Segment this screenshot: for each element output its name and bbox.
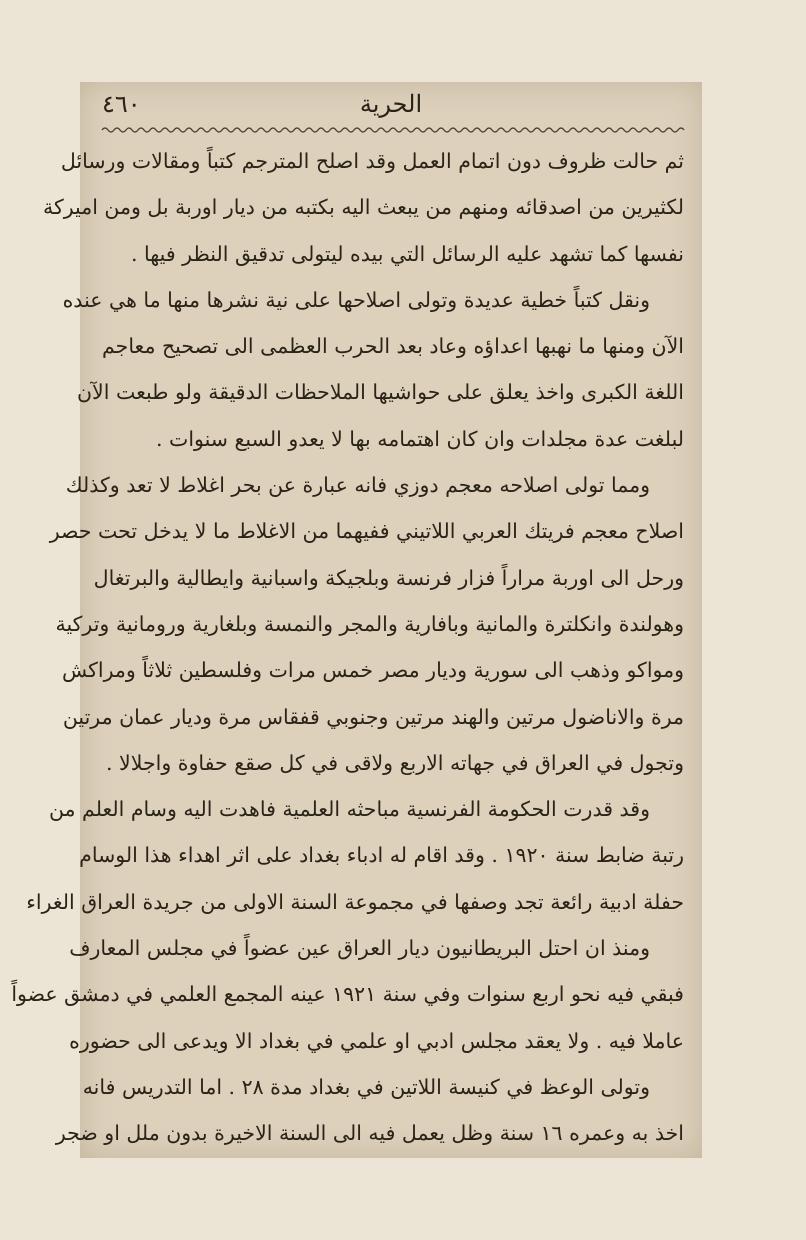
text-line: ونقل كتباً خطية عديدة وتولى اصلاحها على نية نشرها منها ما هي عنده: [62, 287, 650, 312]
text-line: وتولى الوعظ في كنيسة اللاتين في بغداد مدة ٢٨ . اما التدريس فانه: [82, 1074, 650, 1099]
text-line: مرة والاناضول مرتين والهند مرتين وجنوبي قفقاس مرة وديار عمان مرتين: [62, 704, 684, 729]
text-line: ومنذ ان احتل البريطانيون ديار العراق عين عضواً في مجلس المعارف: [69, 936, 650, 961]
text-line: نفسها كما تشهد عليه الرسائل التي بيده ليتولى تدقيق النظر فيها .: [130, 241, 684, 266]
book-page: [11, 82, 702, 1158]
text-line: حفلة ادبية رائعة تجد وصفها في مجموعة السنة الاولى من جريدة العراق الغراء: [26, 889, 684, 914]
text-line: ومما تولى اصلاحه معجم دوزي فانه عبارة عن بحر اغلاط لا تعد وكذلك: [65, 473, 650, 498]
page-header: [102, 86, 680, 126]
text-line: عاملا فيه . ولا يعقد مجلس ادبي او علمي في بغداد الا ويدعى الى حضوره: [69, 1028, 684, 1053]
decorative-wavy-rule: [102, 126, 680, 134]
text-line: رتبة ضابط سنة ١٩٢٠ . وقد اقام له ادباء بغداد على اثر اهداء هذا الوسام: [79, 843, 684, 868]
text-line: وتجول في العراق في جهاته الاربع ولاقى في كل صقع حفاوة واجلالا .: [106, 750, 684, 775]
text-line: ثم حالت ظروف دون اتمام العمل وقد اصلح المترجم كتباً ومقالات ورسائل: [60, 149, 684, 173]
text-line: ومواكو وذهب الى سورية وديار مصر خمس مرات وفلسطين ثلاثاً ومراكش: [62, 658, 684, 683]
text-line: اصلاح معجم فريتك العربي اللاتيني ففيهما من الاغلاط ما لا يدخل تحت حصر: [49, 519, 684, 544]
page-number: ٤٦٠: [102, 90, 141, 118]
text-line: وهولندة وانكلترة والمانية وبافارية والمجر والنمسة وبلغارية ورومانية وتركية: [55, 611, 684, 636]
text-line: اللغة الكبرى واخذ يعلق على حواشيها الملاحظات الدقيقة ولو طبعت الآن: [76, 380, 684, 405]
text-line: الآن ومنها ما نهبها اعداؤه وعاد بعد الحرب العظمى الى تصحيح معاجم: [102, 334, 684, 359]
text-line: ورحل الى اوربة مراراً فزار فرنسة وبلجيكة واسبانية وايطالية والبرتغال: [93, 565, 684, 590]
text-line: وقد قدرت الحكومة الفرنسية مباحثه العلمية فاهدت اليه وسام العلم من: [48, 797, 650, 822]
running-title: الحرية: [359, 90, 423, 118]
text-line: لبلغت عدة مجلدات وان كان اهتمامه بها لا يعدو السبع سنوات .: [155, 426, 684, 451]
text-line: فبقي فيه نحو اربع سنوات وفي سنة ١٩٢١ عينه المجمع العلمي في دمشق عضواً: [11, 982, 684, 1007]
text-line: لكثيرين من اصدقائه ومنهم من يبعث اليه بكتبه من ديار اوربة بل ومن اميركة: [42, 195, 684, 220]
text-line: اخذ به وعمره ١٦ سنة وظل يعمل فيه الى السنة الاخيرة بدون ملل او ضجر: [55, 1121, 684, 1146]
body-text: [11, 138, 684, 1157]
